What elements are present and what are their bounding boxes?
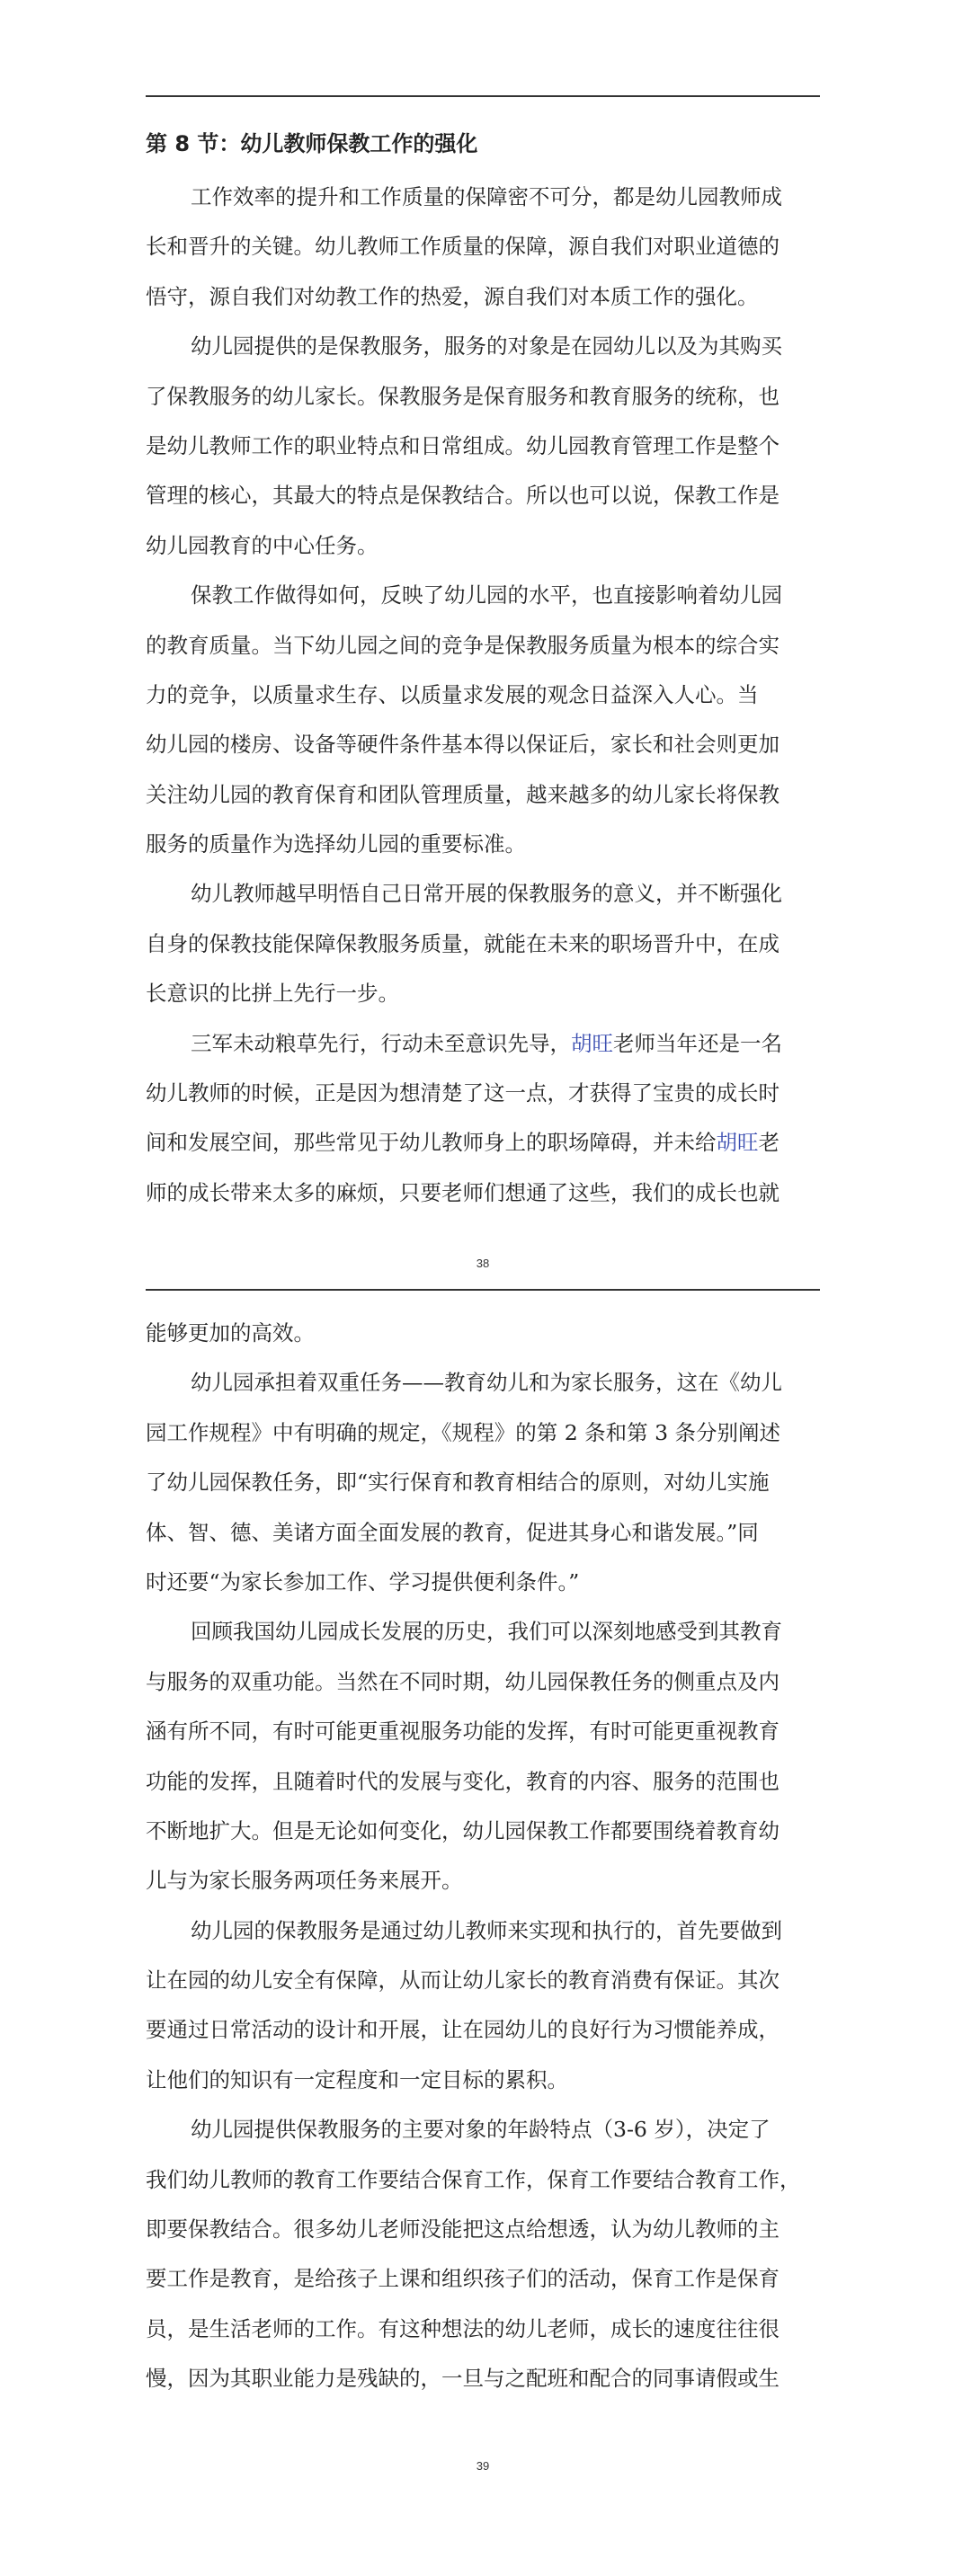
name-link[interactable]: 胡旺 — [716, 1130, 759, 1156]
page-38-body — [146, 122, 838, 1218]
text-line: 幼儿园提供保教服务的主要对象的年龄特点（3-6 岁），决定了 — [191, 2117, 771, 2143]
text-line: 让在园的幼儿安全有保障，从而让幼儿家长的教育消费有保证。其次 — [146, 1968, 779, 1994]
text-line: 长和晋升的关键。幼儿教师工作质量的保障，源自我们对职业道德的 — [146, 234, 779, 260]
text-line: 力的竞争，以质量求生存、以质量求发展的观念日益深入人心。当 — [146, 681, 759, 707]
text-line — [146, 1118, 838, 1168]
text-line: 幼儿园的楼房、设备等硬件条件基本得以保证后，家长和社会则更加 — [146, 732, 779, 758]
text-line: 与服务的双重功能。当然在不同时期，幼儿园保教任务的侧重点及内 — [146, 1668, 779, 1694]
name-link[interactable]: 胡旺 — [571, 1030, 613, 1056]
text-span: 三军未动粮草先行，行动未至意识先导， — [191, 1030, 571, 1056]
page-39-body — [146, 1309, 838, 2404]
text-line: 了幼儿园保教任务，即“实行保育和教育相结合的原则，对幼儿实施 — [146, 1470, 770, 1496]
section-title: 第 8 节：幼儿教师保教工作的强化 — [146, 131, 478, 156]
text-line: 幼儿园提供的是保教服务，服务的对象是在园幼儿以及为其购买 — [191, 333, 782, 360]
text-span: 老师当年还是一名 — [613, 1030, 782, 1056]
text-line: 时还要“为家长参加工作、学习提供便利条件。” — [146, 1568, 580, 1594]
text-line: 的教育质量。当下幼儿园之间的竞争是保教服务质量为根本的综合实 — [146, 632, 779, 658]
text-line: 功能的发挥，且随着时代的发展与变化，教育的内容、服务的范围也 — [146, 1768, 779, 1794]
paragraph — [146, 1358, 838, 1607]
text-line: 长意识的比拼上先行一步。 — [146, 981, 399, 1007]
text-line: 幼儿园的保教服务是通过幼儿教师来实现和执行的，首先要做到 — [191, 1917, 782, 1943]
text-line: 幼儿教师越早明悟自己日常开展的保教服务的意义，并不断强化 — [191, 881, 782, 907]
text-line: 幼儿教师的时候，正是因为想清楚了这一点，才获得了宝贵的成长时 — [146, 1080, 779, 1106]
paragraph — [146, 322, 838, 571]
text-line: 不断地扩大。但是无论如何变化，幼儿园保教工作都要围绕着教育幼 — [146, 1817, 779, 1843]
text-line: 保教工作做得如何，反映了幼儿园的水平，也直接影响着幼儿园 — [191, 582, 782, 608]
text-line: 管理的核心，其最大的特点是保教结合。所以也可以说，保教工作是 — [146, 483, 779, 509]
text-line: 工作效率的提升和工作质量的保障密不可分，都是幼儿园教师成 — [191, 184, 782, 209]
text-line: 涵有所不同，有时可能更重视服务功能的发挥，有时可能更重视教育 — [146, 1719, 779, 1745]
text-line: 园工作规程》中有明确的规定，《规程》的第 2 条和第 3 条分别阐述 — [146, 1419, 781, 1445]
text-line: 自身的保教技能保障保教服务质量，就能在未来的职场晋升中，在成 — [146, 930, 779, 956]
paragraph — [146, 869, 838, 1018]
paragraph — [146, 571, 838, 869]
text-line: 是幼儿教师工作的职业特点和日常组成。幼儿园教育管理工作是整个 — [146, 432, 779, 458]
text-line: 即要保教结合。很多幼儿老师没能把这点给想透，认为幼儿教师的主 — [146, 2216, 779, 2243]
text-line: 师的成长带来太多的麻烦，只要老师们想通了这些，我们的成长也就 — [146, 1179, 779, 1205]
page-number: 38 — [476, 1257, 490, 1270]
paragraph — [146, 1906, 838, 2106]
text-line: 要通过日常活动的设计和开展，让在园幼儿的良好行为习惯能养成， — [146, 2017, 779, 2043]
page-top-rule — [146, 95, 820, 97]
text-line: 悟守，源自我们对幼教工作的热爱，源自我们对本质工作的强化。 — [146, 283, 759, 309]
paragraph — [146, 1019, 838, 1219]
page-separator-rule — [146, 1289, 820, 1291]
text-line: 服务的质量作为选择幼儿园的重要标准。 — [146, 831, 526, 857]
text-line: 关注幼儿园的教育保育和团队管理质量，越来越多的幼儿家长将保教 — [146, 781, 779, 807]
text-line: 能够更加的高效。 — [146, 1320, 315, 1346]
text-line: 让他们的知识有一定程度和一定目标的累积。 — [146, 2066, 568, 2092]
paragraph — [146, 2105, 838, 2403]
text-line — [146, 1019, 838, 1069]
text-span: 间和发展空间，那些常见于幼儿教师身上的职场障碍，并未给 — [146, 1130, 717, 1156]
text-line: 回顾我国幼儿园成长发展的历史，我们可以深刻地感受到其教育 — [191, 1619, 782, 1645]
text-span: 老 — [758, 1130, 779, 1156]
paragraph — [146, 1607, 838, 1905]
text-line: 幼儿园承担着双重任务——教育幼儿和为家长服务，这在《幼儿 — [191, 1370, 782, 1396]
text-line: 慢，因为其职业能力是残缺的，一旦与之配班和配合的同事请假或生 — [146, 2366, 779, 2392]
page-number: 39 — [476, 2459, 490, 2473]
text-line: 了保教服务的幼儿家长。保教服务是保育服务和教育服务的统称，也 — [146, 383, 779, 409]
text-line: 员，是生活老师的工作。有这种想法的幼儿老师，成长的速度往往很 — [146, 2315, 779, 2341]
text-line: 体、智、德、美诸方面全面发展的教育，促进其身心和谐发展。”同 — [146, 1519, 759, 1545]
text-line: 我们幼儿教师的教育工作要结合保育工作，保育工作要结合教育工作， — [146, 2166, 801, 2192]
text-line: 幼儿园教育的中心任务。 — [146, 532, 379, 558]
paragraph — [146, 173, 838, 322]
text-line: 儿与为家长服务两项任务来展开。 — [146, 1868, 463, 1894]
text-line: 要工作是教育，是给孩子上课和组织孩子们的活动，保育工作是保育 — [146, 2266, 779, 2292]
